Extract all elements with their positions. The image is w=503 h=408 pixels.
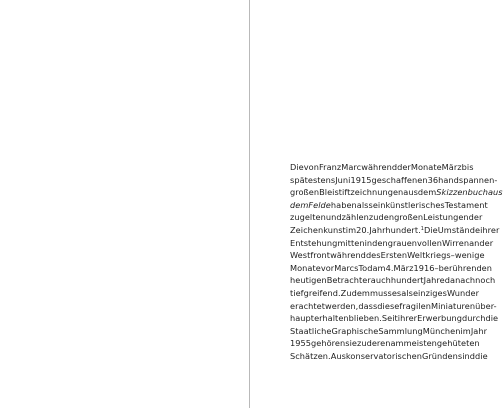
word: –	[450, 250, 455, 261]
text-line	[290, 350, 488, 363]
footnote-marker: 1	[420, 225, 424, 232]
word: durch	[461, 313, 486, 324]
word: meisten	[403, 338, 437, 349]
text-line	[290, 211, 483, 224]
text-line	[290, 262, 493, 275]
word: Monate	[410, 162, 442, 172]
word: spätestens	[290, 174, 336, 185]
word: zählen	[341, 212, 369, 223]
word: greifend.	[303, 287, 341, 298]
word: blieben.	[348, 313, 382, 324]
word: 20.	[356, 224, 370, 235]
word: München	[422, 325, 461, 336]
word: an	[469, 237, 480, 248]
word: Zudem	[340, 287, 370, 298]
word: gehüteten	[436, 338, 480, 349]
word: geschaffenen	[371, 174, 428, 185]
word: Leistungen	[423, 212, 469, 223]
word: tief	[290, 287, 304, 298]
word: sind	[457, 350, 476, 361]
text-line	[290, 300, 497, 313]
word: den	[378, 212, 395, 223]
word: die	[475, 350, 488, 361]
word: der	[397, 162, 411, 172]
text-line	[290, 174, 498, 187]
word: handspannen-	[438, 174, 498, 185]
word: gehören	[311, 338, 346, 349]
word: es	[391, 287, 402, 298]
word: 1955	[290, 338, 312, 349]
word: werden,	[324, 300, 359, 311]
word: Jahre	[423, 275, 445, 286]
word: Die	[290, 162, 304, 172]
word: der	[468, 212, 483, 223]
word: diese	[377, 300, 400, 311]
word: im	[345, 224, 357, 235]
word: als	[401, 287, 413, 298]
word: haupt	[290, 313, 315, 324]
word: dass	[358, 300, 378, 311]
word: sein	[368, 199, 386, 210]
text-line	[290, 199, 488, 212]
word: berühren	[438, 262, 477, 273]
text-line	[290, 224, 500, 237]
word: und	[325, 212, 342, 223]
word: erhalten	[314, 313, 349, 324]
word: Weltkriegs	[407, 250, 451, 261]
word: auch	[370, 275, 391, 286]
word: fragilen	[399, 300, 431, 311]
word: Skizzenbuch	[436, 187, 488, 198]
word: aus	[487, 187, 503, 198]
word: am	[390, 338, 404, 349]
word: zu	[356, 338, 367, 349]
word: ihrer	[397, 313, 418, 324]
word: Erwerbung	[417, 313, 462, 324]
word: –	[434, 262, 439, 273]
word: Sammlung	[378, 325, 423, 336]
word: grauenvollen	[387, 237, 442, 248]
word: muss	[369, 287, 392, 298]
text-line	[290, 237, 494, 250]
word: Bleistiftzeichnungen	[319, 187, 404, 198]
word: ihrer	[480, 224, 500, 235]
text-line	[290, 274, 496, 287]
word: Marc	[341, 162, 362, 172]
word: gelten	[299, 212, 326, 223]
word: Die	[423, 224, 438, 235]
word: heutigen	[290, 275, 327, 286]
word: künstlerisches	[385, 199, 445, 210]
word: März	[441, 162, 462, 172]
word: zu	[290, 212, 300, 223]
word: großen	[290, 187, 320, 198]
word: 4.	[385, 262, 394, 273]
word: haben	[330, 199, 357, 210]
word: Monate	[290, 262, 321, 273]
word: dem	[417, 187, 437, 198]
word: am	[372, 262, 386, 273]
word: der	[479, 237, 494, 248]
word: vor	[320, 262, 335, 273]
word: Betrachter	[326, 275, 371, 286]
word: den	[372, 237, 388, 248]
word: den	[476, 262, 493, 273]
text-line	[290, 249, 485, 262]
word: zu	[368, 212, 379, 223]
word: Juni	[335, 174, 351, 185]
word: während	[330, 250, 366, 261]
word: als	[356, 199, 369, 210]
word: Testament	[444, 199, 488, 210]
word: März	[393, 262, 414, 273]
word: Jahr	[470, 325, 488, 336]
word: Franz	[318, 162, 342, 172]
text-line	[290, 287, 480, 300]
word: Schätzen.	[290, 350, 331, 361]
text-line	[290, 337, 480, 350]
word: 1915	[350, 174, 372, 185]
word: im	[460, 325, 471, 336]
word: Staatliche	[290, 325, 332, 336]
word: einziges	[412, 287, 447, 298]
word: des	[365, 250, 381, 261]
word: Felde	[308, 199, 331, 210]
word: bis	[461, 162, 474, 172]
word: die	[485, 313, 499, 324]
word: Wunder	[446, 287, 480, 298]
word: Marcs	[334, 262, 359, 273]
word: hundert	[390, 275, 424, 286]
word: Ersten	[380, 250, 408, 261]
word: wenige	[454, 250, 485, 261]
word: Miniaturen	[430, 300, 476, 311]
word: Jahrhundert.$^1$	[369, 224, 424, 235]
word: deren	[366, 338, 391, 349]
word: Zeichenkunst	[290, 224, 346, 235]
text-line	[290, 325, 488, 338]
word: Westfront	[290, 250, 331, 261]
word: großen	[394, 212, 424, 223]
word: noch	[475, 275, 496, 286]
word: aus	[403, 187, 418, 198]
word: Entstehung	[290, 237, 338, 248]
word: 36	[427, 174, 439, 185]
word: von	[303, 162, 319, 172]
word: über-	[475, 300, 497, 311]
word: danach	[444, 275, 476, 286]
word: Seit	[381, 313, 398, 324]
word: Aus	[330, 350, 346, 361]
text-line	[290, 161, 474, 174]
word: Graphische	[331, 325, 379, 336]
word: Wirren	[441, 237, 470, 248]
text-line	[290, 312, 499, 325]
word: erachtet	[290, 300, 325, 311]
word: während	[361, 162, 398, 172]
body-paragraph	[290, 161, 503, 363]
word: Umstände	[437, 224, 481, 235]
word: konservatorischen	[345, 350, 422, 361]
left-page	[0, 0, 249, 408]
word: Gründen	[422, 350, 458, 361]
word: 1916	[413, 262, 435, 273]
word: mitten	[337, 237, 365, 248]
word: Tod	[358, 262, 373, 273]
text-line	[290, 186, 503, 199]
word: in	[364, 237, 373, 248]
word: dem	[290, 199, 309, 210]
word: sie	[345, 338, 357, 349]
